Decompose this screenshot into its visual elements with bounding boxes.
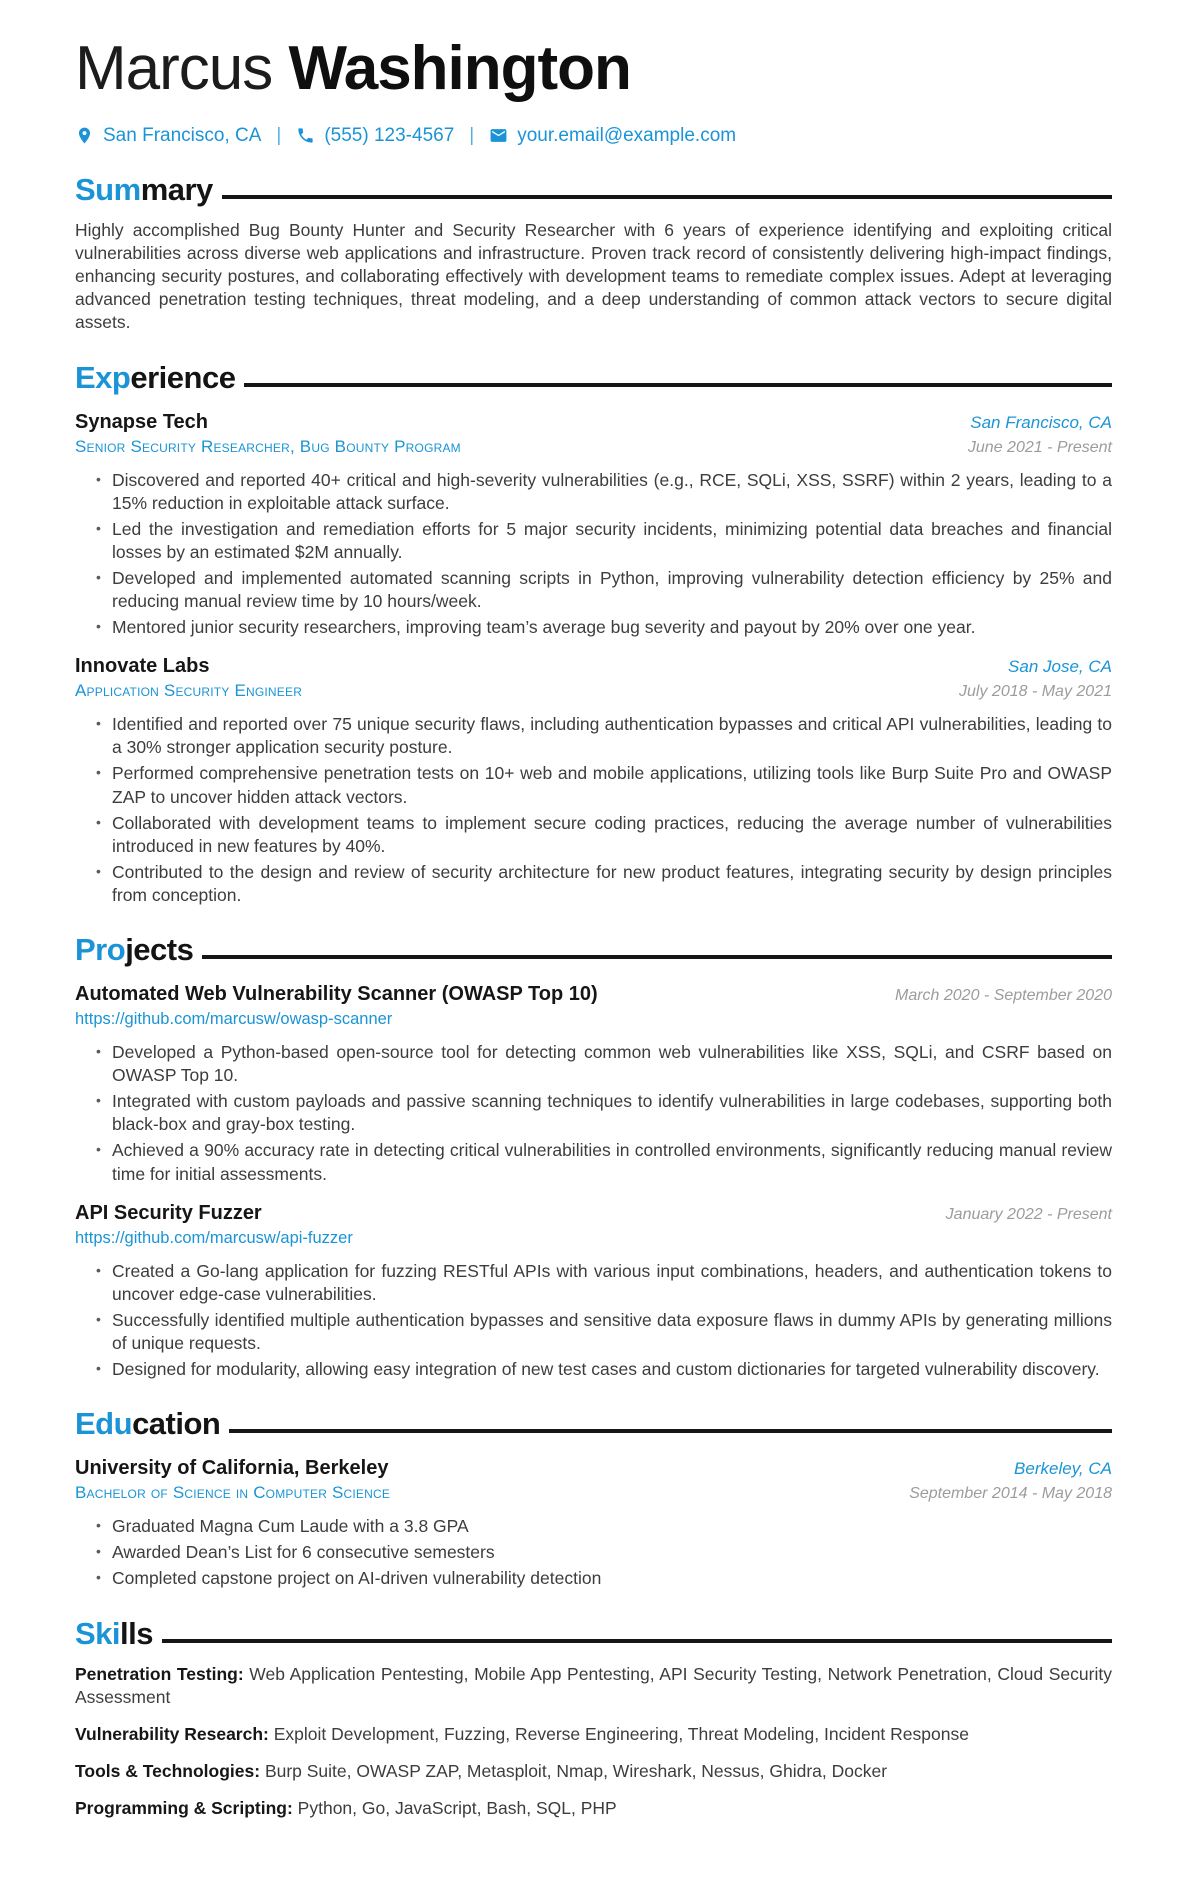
school-name: University of California, Berkeley [75, 1457, 389, 1480]
skill-category-label: Penetration Testing: [75, 1663, 244, 1684]
section-rule [162, 1639, 1112, 1643]
experience-title [75, 361, 235, 395]
company-location: San Jose, CA [1008, 657, 1112, 677]
education-dates: September 2014 - May 2018 [909, 1485, 1112, 1503]
bullet-item: • Achieved a 90% accuracy rate in detecting critical vulnerabilities in controlled environments, significantly reducing manual review time for initial assessments. [112, 1139, 1112, 1185]
skills-title [75, 1617, 153, 1651]
contact-phone [296, 125, 454, 147]
skill-line [75, 1663, 1112, 1709]
entry-subheader-row [75, 434, 1112, 457]
section-projects [75, 933, 1112, 1381]
experience-entry [75, 411, 1112, 640]
bullet-item: • Created a Go-lang application for fuzzing RESTful APIs with various input combinations, headers, and authentication tokens to uncover edge-case vulnerabilities. [112, 1260, 1112, 1306]
company-location: San Francisco, CA [970, 412, 1112, 432]
bullet-item: • Collaborated with development teams to implement secure coding practices, reducing the average number of vulnerabilities introduced in new features by 40%. [112, 812, 1112, 858]
bullet-item: • Performed comprehensive penetration tests on 10+ web and mobile applications, utilizing tools like Burp Suite Pro and OWASP ZAP to uncover hidden attack vectors. [112, 762, 1112, 808]
bullet-item: • Completed capstone project on AI-driven vulnerability detection [112, 1567, 1112, 1590]
education-title-rest: cation [132, 1406, 221, 1442]
experience-title-rest: erience [130, 359, 236, 395]
projects-title-rest: jects [125, 932, 194, 968]
contact-email [489, 125, 736, 147]
entry-header-row [75, 411, 1112, 434]
section-rule [222, 195, 1112, 199]
school-location: Berkeley, CA [1014, 1459, 1112, 1479]
project-bullet-list [75, 1041, 1112, 1186]
job-title: Application Security Engineer [75, 681, 303, 701]
bullet-item: • Led the investigation and remediation efforts for 5 major security incidents, minimizing potential data breaches and financial losses by an estimated $2M annually. [112, 518, 1112, 564]
project-link[interactable]: https://github.com/marcusw/api-fuzzer [75, 1228, 353, 1247]
contact-separator: | [276, 124, 282, 146]
bullet-item: • Mentored junior security researchers, improving team’s average bug severity and payout by 20% over one year. [112, 616, 1112, 639]
last-name: Washington [288, 34, 631, 103]
projects-title-accent: Pro [75, 932, 126, 968]
bullet-item: • Graduated Magna Cum Laude with a 3.8 GPA [112, 1515, 1112, 1538]
project-dates: January 2022 - Present [945, 1205, 1112, 1223]
entry-header-row [75, 1202, 1112, 1225]
skill-category-label: Programming & Scripting: [75, 1797, 293, 1818]
summary-title [75, 173, 213, 207]
skill-line [75, 1760, 1112, 1783]
company-name: Synapse Tech [75, 410, 209, 433]
entry-header-row [75, 983, 1112, 1006]
skills-title-rest: lls [120, 1615, 153, 1651]
summary-title-accent: Sum [75, 171, 141, 207]
job-dates: June 2021 - Present [967, 438, 1112, 456]
job-bullet-list [75, 713, 1112, 907]
section-education [75, 1407, 1112, 1590]
bullet-item: • Integrated with custom payloads and passive scanning techniques to identify vulnerabilities in large codebases, supporting both black-box and gray-box testing. [112, 1090, 1112, 1136]
experience-title-accent: Exp [75, 359, 131, 395]
education-heading [75, 1407, 1112, 1441]
company-name: Innovate Labs [75, 655, 210, 678]
education-title-accent: Edu [75, 1406, 133, 1442]
contact-row [75, 125, 1112, 147]
section-experience [75, 361, 1112, 908]
entry-subheader-row [75, 1480, 1112, 1503]
project-link[interactable]: https://github.com/marcusw/owasp-scanner [75, 1010, 393, 1029]
bullet-item: • Developed a Python-based open-source tool for detecting common web vulnerabilities like XSS, SQLi, and CSRF based on OWASP Top 10. [112, 1041, 1112, 1087]
summary-title-rest: mary [140, 171, 213, 207]
experience-heading [75, 361, 1112, 395]
location-pin-icon [75, 126, 94, 145]
section-summary [75, 173, 1112, 335]
skill-line [75, 1723, 1112, 1746]
section-rule [244, 383, 1112, 387]
skill-category-values: Exploit Development, Fuzzing, Reverse Engineering, Threat Modeling, Incident Response [273, 1723, 969, 1744]
project-name: API Security Fuzzer [75, 1201, 262, 1224]
section-rule [202, 955, 1112, 959]
resume-header [75, 36, 1112, 147]
experience-entry [75, 655, 1112, 907]
bullet-item: • Designed for modularity, allowing easy integration of new test cases and custom dictionaries for targeted vulnerability discovery. [112, 1358, 1112, 1381]
project-bullet-list [75, 1260, 1112, 1381]
contact-email-text: your.email@example.com [517, 124, 737, 146]
section-rule [229, 1429, 1112, 1433]
bullet-item: • Identified and reported over 75 unique security flaws, including authentication bypasses and critical API vulnerabilities, leading to a 30% stronger application security posture. [112, 713, 1112, 759]
education-title [75, 1407, 220, 1441]
skill-category-values: Python, Go, JavaScript, Bash, SQL, PHP [297, 1797, 617, 1818]
entry-header-row [75, 1457, 1112, 1480]
entry-header-row [75, 655, 1112, 678]
project-entry [75, 1202, 1112, 1381]
job-dates: July 2018 - May 2021 [959, 683, 1112, 701]
summary-heading [75, 173, 1112, 207]
projects-heading [75, 933, 1112, 967]
skills-title-accent: Ski [75, 1615, 121, 1651]
contact-location-text: San Francisco, CA [103, 124, 262, 146]
phone-icon [296, 126, 315, 145]
education-bullet-list [75, 1515, 1112, 1590]
degree-name: Bachelor of Science in Computer Science [75, 1483, 391, 1503]
bullet-item: • Awarded Dean’s List for 6 consecutive semesters [112, 1541, 1112, 1564]
skill-category-label: Vulnerability Research: [75, 1723, 269, 1744]
education-entry [75, 1457, 1112, 1590]
project-entry [75, 983, 1112, 1186]
job-title: Senior Security Researcher, Bug Bounty Program [75, 436, 461, 456]
envelope-icon [489, 126, 508, 145]
job-bullet-list [75, 469, 1112, 640]
contact-separator: | [469, 124, 475, 146]
candidate-name [75, 36, 1112, 103]
first-name: Marcus [75, 34, 273, 103]
skills-heading [75, 1617, 1112, 1651]
skill-category-label: Tools & Technologies: [75, 1760, 261, 1781]
section-skills [75, 1617, 1112, 1821]
summary-text: Highly accomplished Bug Bounty Hunter and Security Researcher with 6 years of experience identifying and exploiting critical vulnerabilities across diverse web applications and infrastructure. Proven track record of consistently delivering high-impact findings, enhancing security postures, and collaborating effectively with development teams to remediate complex issues. Adept at leveraging advanced penetration testing techniques, threat modeling, and a deep understanding of common attack vectors to secure digital assets. [75, 220, 1112, 333]
projects-title [75, 933, 193, 967]
project-name: Automated Web Vulnerability Scanner (OWASP Top 10) [75, 983, 598, 1006]
bullet-item: • Successfully identified multiple authentication bypasses and sensitive data exposure flaws in dummy APIs by generating millions of unique requests. [112, 1309, 1112, 1355]
project-dates: March 2020 - September 2020 [894, 987, 1112, 1005]
bullet-item: • Discovered and reported 40+ critical and high-severity vulnerabilities (e.g., RCE, SQLi, XSS, SSRF) within 2 years, leading to a 15% reduction in exploitable attack surface. [112, 469, 1112, 515]
contact-phone-text: (555) 123-4567 [324, 124, 455, 146]
entry-subheader-row [75, 678, 1112, 701]
skill-line [75, 1797, 1112, 1820]
contact-location [75, 125, 261, 147]
bullet-item: • Contributed to the design and review of security architecture for new product features, integrating security by design principles from conception. [112, 861, 1112, 907]
skill-category-values: Burp Suite, OWASP ZAP, Metasploit, Nmap, Wireshark, Nessus, Ghidra, Docker [264, 1760, 888, 1781]
skill-category-values: Web Application Pentesting, Mobile App Pentesting, API Security Testing, Network Penetration, Cloud Security Assessment [75, 1663, 1112, 1707]
bullet-item: • Developed and implemented automated scanning scripts in Python, improving vulnerability detection efficiency by 25% and reducing manual review time by 10 hours/week. [112, 567, 1112, 613]
